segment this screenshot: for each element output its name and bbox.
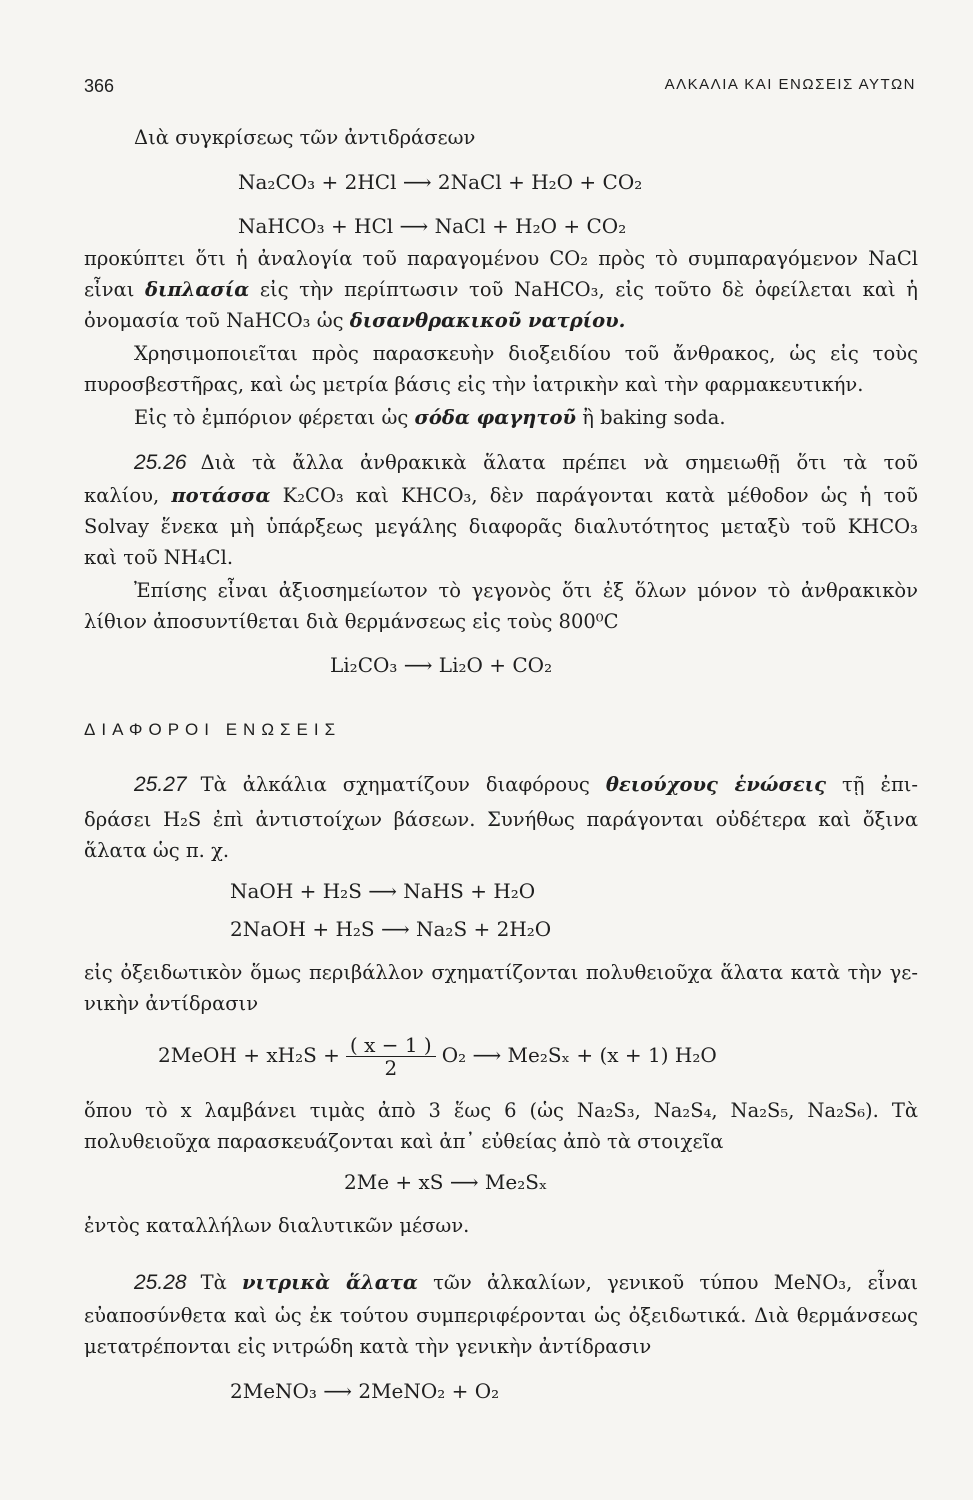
fraction: $\frac{( x - 1 )}{2}$ <box>346 1034 436 1079</box>
equation: NaOH + H₂S ⟶ NaHS + H₂O <box>230 879 536 903</box>
emphasis: ποτάσσα <box>171 484 271 507</box>
equation: 2MeNO₃ ⟶ 2MeNO₂ + O₂ <box>230 1379 500 1403</box>
text-line: Solvay ἕνεκα μὴ ὑπάρξεως μεγάλης διαφορᾶς διαλυτότητος μεταξὺ τοῦ KHCO₃ <box>84 515 918 538</box>
text-line: εὐαποσύνθετα καὶ ὡς ἐκ τούτου συμπεριφέρονται ὡς ὀξειδωτικά. Διὰ θερμάνσεως <box>84 1304 918 1327</box>
emphasis: νιτρικὰ ἅλατα <box>242 1271 418 1294</box>
text-line: 25.26 Διὰ τὰ ἄλλα ἀνθρακικὰ ἅλατα πρέπει νὰ σημειωθῇ ὅτι τὰ τοῦ <box>134 451 918 474</box>
equation: NaHCO₃ + HCl ⟶ NaCl + H₂O + CO₂ <box>238 214 627 238</box>
text-line: καὶ τοῦ NH₄Cl. <box>84 546 234 569</box>
text-line: 25.27 Τὰ ἀλκάλια σχηματίζουν διαφόρους θειούχους ἑνώσεις τῇ ἐπι- <box>134 773 918 796</box>
equation: Li₂CO₃ ⟶ Li₂O + CO₂ <box>330 653 553 677</box>
section-number: 25.28 <box>134 1271 187 1294</box>
page-number: 366 <box>84 76 115 96</box>
text-line: ὅπου τὸ x λαμβάνει τιμὰς ἀπὸ 3 ἕως 6 (ὡς Na₂S₃, Na₂S₄, Na₂S₅, Na₂S₆). Τὰ <box>84 1099 918 1122</box>
emphasis: σόδα φαγητοῦ <box>414 406 577 429</box>
text-line: 25.28 Τὰ νιτρικὰ ἅλατα τῶν ἀλκαλίων, γενικοῦ τύπου MeNO₃, εἶναι <box>134 1271 919 1294</box>
emphasis: δισανθρακικοῦ νατρίου. <box>349 309 626 332</box>
emphasis: θειούχους ἑνώσεις <box>605 773 826 796</box>
section-number: 25.27 <box>134 773 187 796</box>
text-line: εἰς ὀξειδωτικὸν ὅμως περιβάλλον σχηματίζονται πολυθειοῦχα ἅλατα κατὰ τὴν γε- <box>84 961 918 984</box>
equation: 2Me + xS ⟶ Me₂Sₓ <box>344 1170 548 1194</box>
text-line: λίθιον ἀποσυντίθεται διὰ θερμάνσεως εἰς τοὺς 800⁰C <box>84 610 619 633</box>
text-line: πολυθειοῦχα παρασκευάζονται καὶ ἀπ᾽ εὐθείας ἀπὸ τὰ στοιχεῖα <box>84 1130 724 1153</box>
equation: Na₂CO₃ + 2HCl ⟶ 2NaCl + H₂O + CO₂ <box>238 170 643 194</box>
equation: 2NaOH + H₂S ⟶ Na₂S + 2H₂O <box>230 917 552 941</box>
section-heading: ΔΙΑΦΟΡΟΙ ΕΝΩΣΕΙΣ <box>84 720 342 739</box>
equation: 2MeOH + xH₂S + $\frac{( x - 1 )}{2}$ O₂ ⟶ Me₂Sₓ + (x + 1) H₂O <box>158 1033 717 1080</box>
text-line: εἶναι διπλασία εἰς τὴν περίπτωσιν τοῦ NaHCO₃, εἰς τοῦτο δὲ ὀφείλεται καὶ ἡ <box>84 278 918 301</box>
running-head: ΑΛΚΑΛΙΑ ΚΑΙ ΕΝΩΣΕΙΣ ΑΥΤΩΝ <box>664 76 916 93</box>
text-line: νικὴν ἀντίδρασιν <box>84 992 259 1015</box>
section-number: 25.26 <box>134 451 187 474</box>
text-line: καλίου, ποτάσσα K₂CO₃ καὶ KHCO₃, δὲν παράγονται κατὰ μέθοδον ὡς ἡ τοῦ <box>84 484 918 507</box>
text-line: Διὰ συγκρίσεως τῶν ἀντιδράσεων <box>134 126 476 149</box>
text-line: προκύπτει ὅτι ἡ ἀναλογία τοῦ παραγομένου CO₂ πρὸς τὸ συμπαραγόμενον NaCl <box>84 247 918 270</box>
text-line: ἐντὸς καταλλήλων διαλυτικῶν μέσων. <box>84 1214 470 1237</box>
text-line: μετατρέπονται εἰς νιτρώδη κατὰ τὴν γενικὴν ἀντίδρασιν <box>84 1335 652 1358</box>
page-header <box>84 76 916 102</box>
text-line: Ἐπίσης εἶναι ἀξιοσημείωτον τὸ γεγονὸς ὅτι ἐξ ὅλων μόνον τὸ ἀνθρακικὸν <box>134 579 918 602</box>
text-line: ὀνομασία τοῦ NaHCO₃ ὡς δισανθρακικοῦ νατρίου. <box>84 309 626 332</box>
text-line: δράσει H₂S ἐπὶ ἀντιστοίχων βάσεων. Συνήθως παράγονται οὐδέτερα καὶ ὄξινα <box>84 808 918 831</box>
text-line: ἅλατα ὡς π. χ. <box>84 839 230 862</box>
text-line: Χρησιμοποιεῖται πρὸς παρασκευὴν διοξειδίου τοῦ ἄνθρακος, ὡς εἰς τοὺς <box>134 342 918 365</box>
text-line: Εἰς τὸ ἐμπόριον φέρεται ὡς σόδα φαγητοῦ ἢ baking soda. <box>134 406 726 429</box>
emphasis: διπλασία <box>145 278 250 301</box>
text-line: πυροσβεστῆρας, καὶ ὡς μετρία βάσις εἰς τὴν ἰατρικὴν καὶ τὴν φαρμακευτικήν. <box>84 373 864 396</box>
